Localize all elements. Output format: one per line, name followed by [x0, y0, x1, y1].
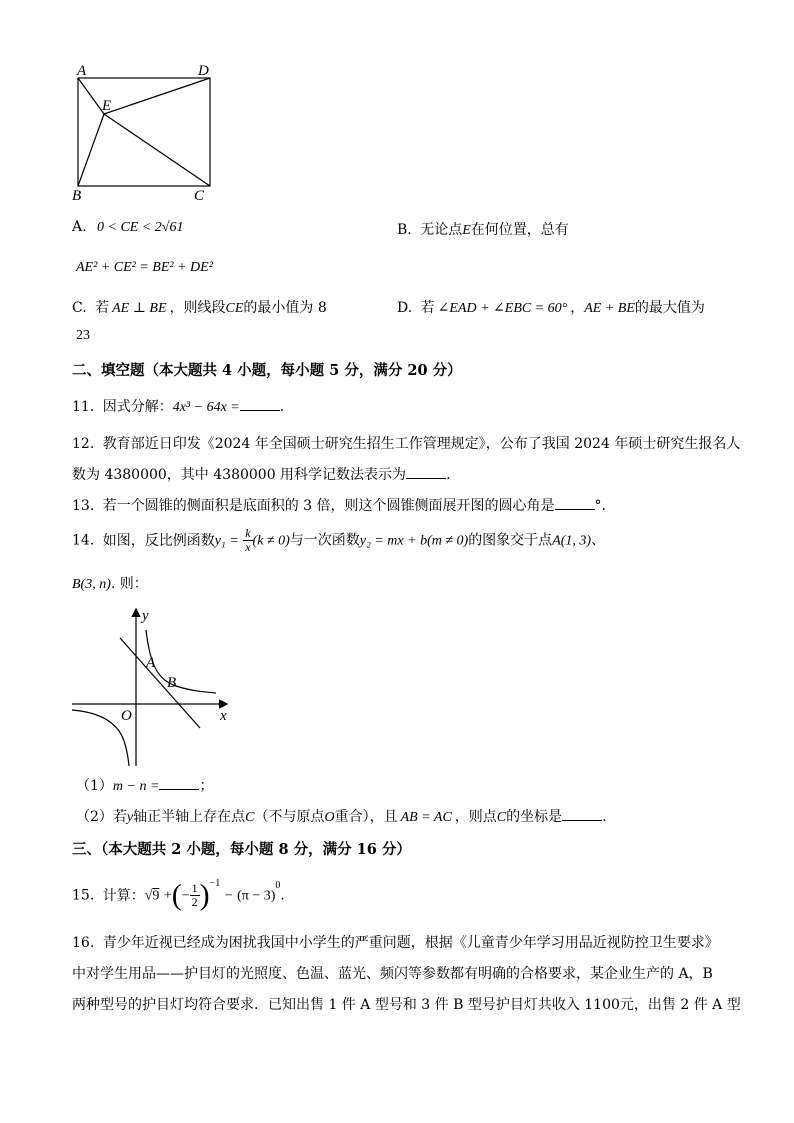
q14-sub2-var: y [126, 810, 134, 825]
q15-exp-0: 0 [275, 880, 281, 891]
q14-text-1: 如图，反比例函数 [102, 532, 215, 549]
q12-answer-blank[interactable] [406, 466, 446, 479]
question-15 [72, 872, 285, 912]
q14-sub2-text-2: 轴正半轴上存在点 [133, 809, 246, 825]
option-a-text: 0 < CE < 2√61 [97, 220, 184, 235]
option-c-seg: CE [225, 301, 244, 316]
q14-frac-num: k [245, 526, 251, 540]
option-a [72, 219, 183, 236]
q15-num: 15. [72, 887, 95, 904]
option-b-point: E [462, 223, 471, 238]
q14-sub2-num: （2） [76, 809, 113, 825]
question-14-line-2 [72, 573, 148, 593]
section-3-title: 三、（本大题共 2 小题，每小题 8 分，满分 16 分） [72, 841, 411, 858]
question-14-sub-1 [76, 775, 213, 795]
option-c [72, 297, 327, 317]
q15-text: 计算： [102, 887, 145, 904]
label-E: E [102, 98, 112, 114]
question-13 [72, 495, 606, 515]
q11-end: . [279, 399, 285, 415]
q11-text: 因式分解： [102, 399, 173, 415]
q11-expr: 4x³ − 64x = [172, 400, 240, 415]
question-11 [72, 396, 284, 416]
q14-sub1-answer-blank[interactable] [159, 777, 199, 790]
graph-a-label: A [146, 655, 156, 671]
q16-line-3: 两种型号的护目灯均符合要求．已知出售 1 件 A 型号和 3 件 B 型号护目灯共收入 1100元，出售 2 件 A 型 [72, 997, 741, 1013]
function-graph [66, 600, 246, 770]
q14-sub1-end: ； [199, 778, 214, 794]
q14-frac-den: x [245, 540, 251, 554]
q15-plus: + [163, 888, 172, 904]
label-C: C [194, 188, 205, 204]
rectangle-figure [60, 58, 230, 208]
q14-text-4: 、 [591, 532, 606, 549]
q14-sub2-text-4: 重合），且 [334, 809, 398, 825]
q15-frac-den: 2 [191, 895, 198, 910]
q14-func1-cond: (k ≠ 0) [252, 533, 290, 549]
option-c-text-1: 若 [95, 300, 110, 316]
q14-fraction-k-over-x [243, 527, 252, 554]
option-d [397, 297, 705, 317]
q14-sub2-point-o: O [324, 810, 335, 825]
q14-sub2-text-5: ，则点 [454, 809, 497, 825]
option-d-text-2: ， [570, 300, 585, 316]
q13-answer-blank[interactable] [555, 497, 595, 510]
q14-text-5: . 则： [110, 576, 148, 592]
option-c-text-3: 的最小值为 8 [243, 300, 327, 316]
q15-sqrt: √9 [144, 888, 160, 904]
label-B: B [72, 188, 82, 204]
q16-line-2: 中对学生用品——护目灯的光照度、色温、蓝光、频闪等参数都有明确的合格要求，某企业生产的 A，B [72, 966, 713, 982]
graph-origin-label: O [121, 708, 132, 724]
option-b [397, 219, 569, 239]
q14-sub2-text-6: 的坐标是 [506, 809, 563, 825]
option-b-prefix: B. [397, 222, 412, 238]
option-d-cond: ∠EAD + ∠EBC = 60° [437, 301, 568, 316]
q12-num: 12. [72, 436, 95, 452]
q14-sub2-cond: AB = AC [400, 810, 452, 825]
option-b-text-2: 在何位置，总有 [470, 222, 569, 238]
q13-text: 若一个圆锥的侧面积是底面积的 3 倍，则这个圆锥侧面展开图的圆心角是 [102, 498, 555, 514]
q15-exp-neg1: −1 [209, 878, 221, 889]
q14-func2: y₂ = mx + b(m ≠ 0) [359, 533, 469, 549]
q15-paren-close: ) [199, 878, 210, 912]
option-b-text-1: 无论点 [420, 222, 463, 238]
option-d-text-1: 若 [420, 300, 435, 316]
option-c-prefix: C. [72, 300, 87, 316]
q14-point-b: B(3, n) [72, 577, 111, 592]
q13-end: °. [594, 498, 606, 514]
q15-end: . [280, 887, 285, 904]
option-d-value: 23 [76, 328, 90, 343]
q12-end: . [446, 467, 451, 483]
question-16-line-2 [72, 963, 713, 983]
q14-sub2-text-1: 若 [112, 809, 127, 825]
q14-sub1-num: （1） [76, 778, 113, 794]
question-16-line-1 [72, 932, 719, 952]
q14-func1-lhs: y₁ = [214, 533, 239, 549]
label-A: A [77, 63, 87, 79]
q14-sub2-point-c: C [245, 810, 255, 825]
q11-num: 11. [72, 399, 95, 415]
q15-minus: − [224, 888, 233, 904]
q15-fraction-half [190, 882, 200, 909]
q15-paren-expr: (π − 3) [237, 888, 276, 904]
q13-num: 13. [72, 498, 95, 514]
option-c-cond: AE ⊥ BE [112, 301, 167, 316]
q15-paren-open: ( [171, 878, 182, 912]
q12-line-1: 教育部近日印发《2024 年全国硕士研究生招生工作管理规定》，公布了我国 2024 年硕士研究生报名人 [102, 436, 741, 452]
question-14-line-1 [72, 527, 605, 554]
label-D: D [198, 63, 209, 79]
option-c-text-2: ，则线段 [169, 300, 226, 316]
q15-minus-sign: − [181, 888, 190, 904]
graph-y-label: y [142, 608, 149, 624]
q14-point-a: A(1, 3) [552, 533, 592, 549]
option-b-formula: AE² + CE² = BE² + DE² [76, 260, 213, 275]
q14-sub2-end: . [602, 809, 607, 825]
q14-sub1-expr: m − n = [112, 779, 160, 794]
q12-line-2: 数为 4380000，其中 4380000 用科学记数法表示为 [72, 467, 407, 483]
q16-line-1: 青少年近视已经成为困扰我国中小学生的严重问题，根据《儿童青少年学习用品近视防控卫生要求》 [102, 935, 719, 951]
question-14-sub-2 [76, 806, 607, 826]
q14-text-2: 与一次函数 [289, 532, 360, 549]
q11-answer-blank[interactable] [240, 398, 280, 411]
q16-num: 16. [72, 935, 95, 951]
q14-sub2-answer-blank[interactable] [562, 808, 602, 821]
q15-frac-num: 1 [191, 881, 198, 896]
graph-x-label: x [220, 708, 227, 724]
section-2-title: 二、填空题（本大题共 4 小题，每小题 5 分，满分 20 分） [72, 362, 462, 379]
option-d-prefix: D. [397, 300, 413, 316]
q14-sub2-text-3: （不与原点 [254, 809, 325, 825]
q14-num: 14. [72, 532, 95, 549]
question-12-line-1 [72, 433, 740, 453]
option-d-text-3: 的最大值为 [634, 300, 705, 316]
question-12-line-2 [72, 464, 451, 484]
option-d-expr: AE + BE [584, 301, 635, 316]
q15-sqrt-value: 9 [152, 888, 160, 904]
option-a-prefix: A. [72, 219, 87, 235]
graph-b-label: B [167, 675, 177, 691]
q14-sub2-point-c-2: C [496, 810, 507, 825]
q14-text-3: 的图象交于点 [468, 532, 553, 549]
question-16-line-3 [72, 994, 741, 1014]
